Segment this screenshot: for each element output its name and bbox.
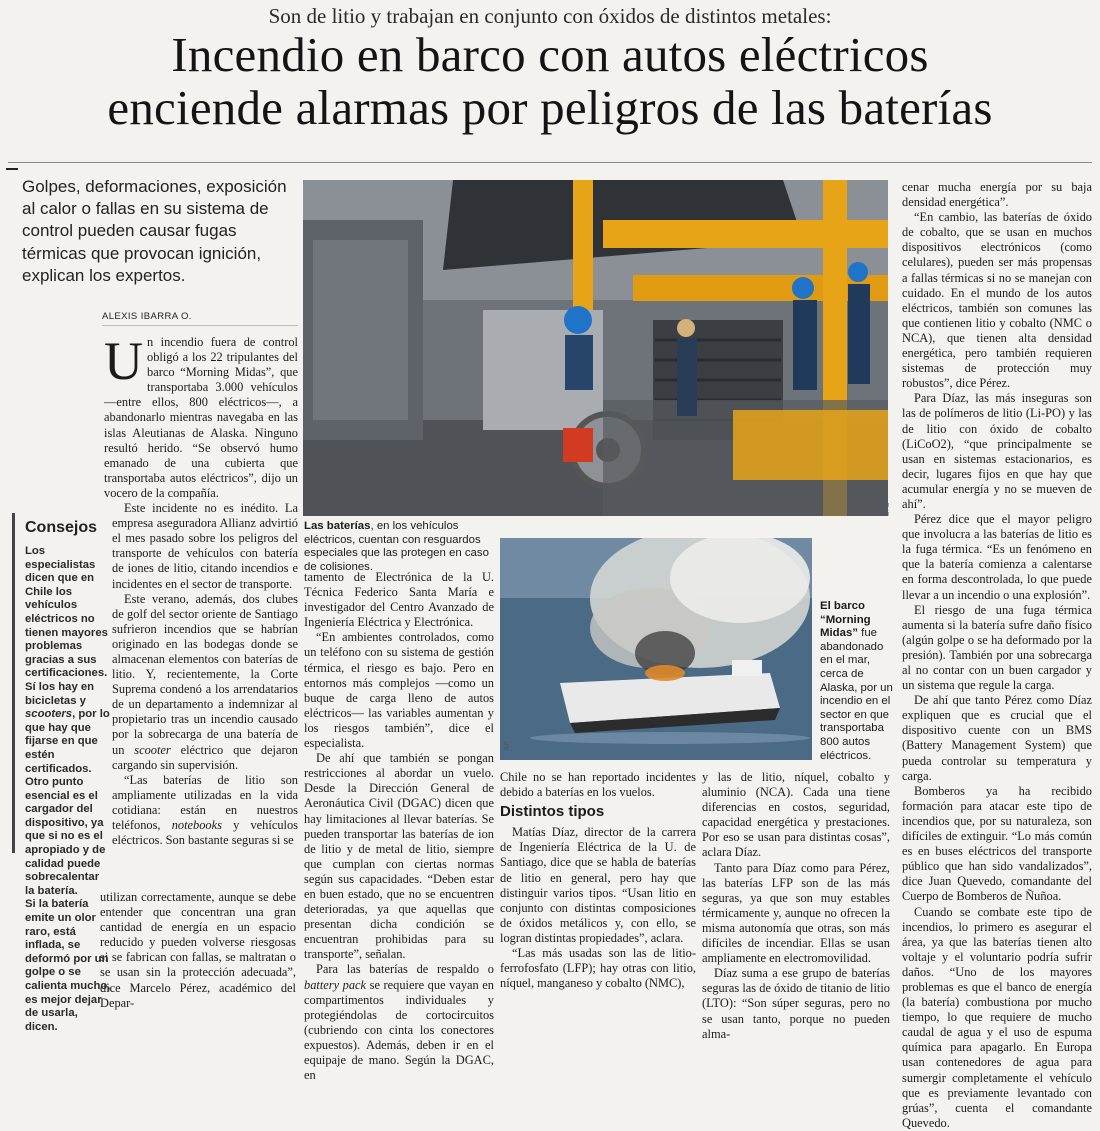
paragraph: Para Díaz, las más inseguras son las de polímeros de litio (Li-PO) y las de litio con óxido de cobalto (LiCoO2), “que principalmente se usan en sistemas estacionarios, es decir, lugares fijos en que hay que acumular energía y no se mueven de ahí”.: [902, 391, 1092, 511]
article-column-1-continued: [100, 890, 296, 1011]
paragraph: De ahí que tanto Pérez como Díaz expliquen que es crucial que el dispositivo cuente con un BMS (Battery Management System) que pueda controlar su temperatura y carga.: [902, 693, 1092, 783]
photo-credit: EFE: [883, 502, 891, 517]
byline: ALEXIS IBARRA O.: [102, 311, 298, 326]
paragraph: Cuando se combate este tipo de incendios, lo primero es asegurar el área, ya que las baterías tienen alto voltaje y el voluntario podría sufrir daños. “Uno de los mayores problemas es que el banco de energía (la batería) combustiona por mucho tiempo, lo que requiere de mucho caudal de agua y el uso de espuma química para apagarlo. En Europa usan contenedores de agua para sumergir completamente el vehículo que es previamente levantado con grúas”, cuenta el comandante Quevedo.: [902, 904, 1092, 1130]
article-column-4: [702, 770, 890, 1042]
article-column-2: [304, 570, 494, 1083]
paragraph: Chile no se han reportado incidentes debido a baterías en los vuelos.: [500, 770, 696, 800]
headline-line-2: enciende alarmas por peligros de las baterías: [107, 80, 993, 135]
factory-illustration: [303, 180, 891, 517]
header-divider: [8, 162, 1092, 163]
paragraph: y las de litio, níquel, cobalto y aluminio (NCA). Cada una tiene diferencias en costos, seguridad, capacidad energética y prestaciones. Por eso se usan para distintas cosas”, aclara Díaz.: [702, 770, 890, 860]
paragraph: “Las baterías de litio son ampliamente utilizadas en la vida cotidiana: están en nuestros teléfonos, notebooks y vehículos eléctricos. Son bastante seguras si se: [112, 772, 298, 848]
article-column-5: [902, 180, 1092, 1131]
sidebar-title: Consejos: [25, 519, 98, 536]
factory-caption: Las baterías, en los vehículos eléctricos, cuentan con resguardos especiales que las protegen en caso de colisiones.: [304, 520, 489, 573]
article-column-1: [104, 331, 298, 848]
ship-photo: [500, 538, 812, 760]
paragraph: “En cambio, las baterías de óxido de cobalto, que se usan en muchos dispositivos electrónicos (como celulares), pueden ser más propensas a fallas térmicas si no se manejan con cuidado. En el mundo de los autos eléctricos, también son comunes las que contienen litio y cobalto (NMC o NCA), que tienen alta densidad energética, pero también requieren sistemas de protección muy robustos”, dice Pérez.: [902, 210, 1092, 391]
tips-sidebar: [12, 513, 111, 1033]
paragraph: De ahí que también se pongan restricciones al abordar un vuelo. Desde la Dirección General de Aeronáutica Civil (DGAC) dicen que hay limitaciones al llevar baterías. Se pueden transportar las baterías de ion de litio y de metal de litio, siempre que cumplan con ciertas normas según sus capacidades. “Deben estar en buen estado, que no se encuentren deterioradas, ya que aquellas que presentan dicha condición se encuentran prohibidas para su transporte”, señalan.: [304, 751, 494, 962]
sidebar-paragraph: Si la batería emite un olor raro, está inflada, se deformó por un golpe o se calienta mucho, es mejor dejar de usarla, dicen.: [25, 898, 111, 1033]
ship-illustration: [500, 538, 812, 760]
paragraph: Tanto para Díaz como para Pérez, las baterías LFP son de las más seguras, ya que son muy estables térmicamente y, aunque no ofrecen la misma autonomía que otras, son más difíciles de incendiar. Ellas se usan ampliamente en electromovilidad.: [702, 860, 890, 966]
lead-marker: [6, 168, 18, 170]
kicker: Son de litio y trabajan en conjunto con óxidos de distintos metales:: [268, 4, 832, 28]
paragraph: cenar mucha energía por su baja densidad energética”.: [902, 180, 1092, 210]
paragraph: Díaz suma a ese grupo de baterías seguras las de óxido de titanio de litio (LTO): “Son súper seguras, pero no se usan tanto, porque no pueden alma-: [702, 966, 890, 1041]
ship-caption: El barco “Morning Midas” fue abandonado en el mar, cerca de Alaska, por un incendio en el sector en que transportaba 800 autos eléctricos.: [820, 600, 893, 762]
sidebar-paragraph: Los especialistas dicen que en Chile los vehículos eléctricos no tienen mayores problemas gracias a sus certificaciones. Sí los hay en bicicletas y scooters, por lo que hay que fijarse en que estén certificados. Otro punto esencial es el cargador del dispositivo, ya que si no es el apropiado y de calidad puede sobrecalentar la batería.: [25, 545, 110, 897]
article-column-3: [500, 770, 696, 991]
paragraph: Este incidente no es inédito. La empresa aseguradora Allianz advirtió el mes pasado sobre los peligros del transporte de vehículos con batería de iones de litio, citando incendios e incidentes en el sector de transporte.: [112, 501, 298, 591]
paragraph: Pérez dice que el mayor peligro que involucra a las baterías de litio es la fuga térmica. “Es un fenómeno en que la batería comienza a calentarse en forma descontrolada, lo que puede llevar a un incendio o una explosión”.: [902, 512, 1092, 602]
lead-paragraph: Golpes, deformaciones, exposición al calor o fallas en su sistema de control pueden causar fugas térmicas que provocan ignición, explican los expertos.: [22, 177, 287, 285]
paragraph: Este verano, además, dos clubes de golf del sector oriente de Santiago sufrieron incendios que se habrían originado en las bodegas donde se almacenan elementos con baterías de litio. Y, recientemente, la Corte Suprema condenó a los arrendatarios de un departamento a indemnizar al propietario tras un incendio causado por la sobrecarga de una batería de un scooter eléctrico que dejaron cargando sin supervisión.: [112, 591, 298, 772]
paragraph: El riesgo de una fuga térmica aumenta si la batería sufre daño físico (algún golpe o se ha deformado por la presión). También por una sobrecarga al no contar con un buen cargador y un sistema que regule la carga.: [902, 602, 1092, 693]
paragraph: “En ambientes controlados, como un teléfono con su sistema de gestión térmica, el riesgo es bajo. Pero en entornos más complejos —como un buque de carga lleno de autos eléctricos— las variables aumentan y los riesgos también”, dice el especialista.: [304, 630, 494, 751]
paragraph: Para las baterías de respaldo o battery pack se requiere que vayan en compartimentos individuales y protegiéndolas de cortocircuitos (cubriendo con cinta los conectores expuestos). Además, deben ir en el equipaje de mano. Según la DGAC, en: [304, 962, 494, 1083]
paragraph: “Las más usadas son las de litio-ferrofosfato (LFP); hay otras con litio, níquel, manganeso y cobalto (NMC),: [500, 946, 696, 991]
subheading: Distintos tipos: [500, 803, 605, 821]
paragraph: tamento de Electrónica de la U. Técnica Federico Santa María e investigador del Centro Avanzado de Ingeniería Eléctrica y Electrónica.: [304, 570, 494, 630]
sidebar-body: [25, 545, 111, 1034]
opening-paragraph: Un incendio fuera de control obligó a los 22 tripulantes del barco “Morning Midas”, que transportaba 3.000 vehículos —entre ellos, 800 eléctricos—, a abandonarlo mientras navegaba en las islas Aleutianas de Alaska. Ninguno resultó herido. “Se observó humo emanado de una cubierta que transportaba autos eléctricos”, dijo un vocero de la compañía.: [104, 331, 298, 500]
drop-cap: U: [104, 331, 143, 391]
paragraph: utilizan correctamente, aunque se debe entender que concentran una gran cantidad de energía en un espacio reducido y pueden volverse riesgosas si se fabrican con fallas, se maltratan o se usan sin la protección adecuada”, dice Marcelo Pérez, académico del Depar-: [100, 890, 296, 1010]
paragraph: Bomberos ya ha recibido formación para atacar este tipo de incendios que, por su naturaleza, son difíciles de extinguir. “Lo más común es en buses eléctricos del transporte público que han sido vandalizados”, dice Juan Quevedo, comandante del Cuerpo de Bomberos de Ñuñoa.: [902, 783, 1092, 904]
paragraph: Matías Díaz, director de la carrera de Ingeniería Eléctrica de la U. de Santiago, dice que se habla de baterías de litio en general, pero hay que distinguir varios tipos. “Usan litio en conjunto con distintas composiciones de óxidos metálicos y, con ello, se logran distintas propiedades”, aclara.: [500, 825, 696, 945]
headline-line-1: Incendio en barco con autos eléctricos: [171, 27, 929, 82]
headline: [0, 28, 1100, 134]
factory-photo: [303, 180, 891, 517]
photo-credit: AP: [504, 740, 512, 751]
